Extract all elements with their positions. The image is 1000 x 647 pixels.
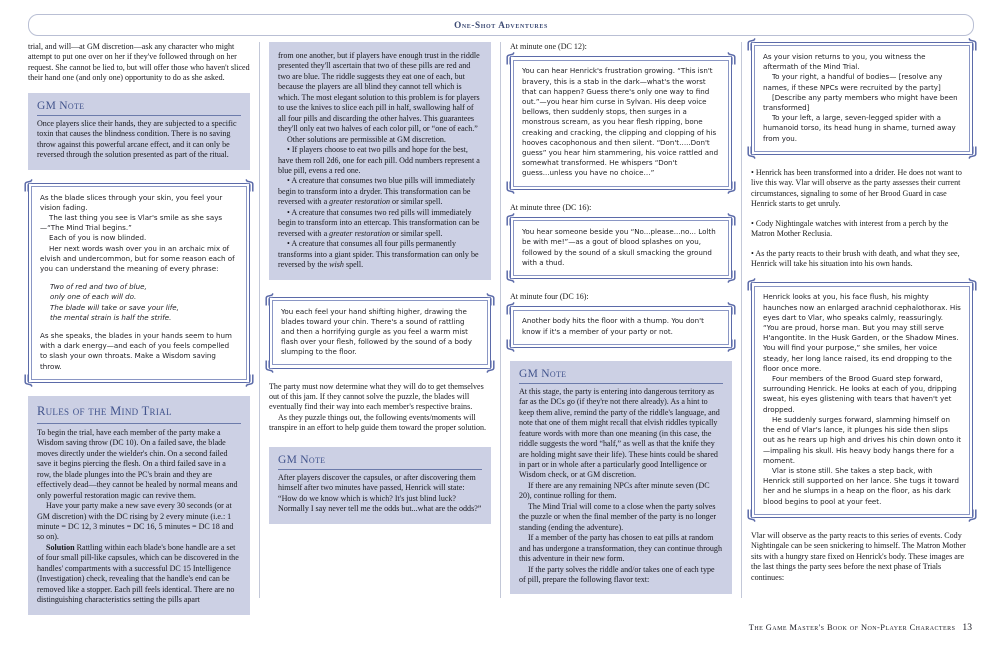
read-aloud-paragraph: To your right, a handful of bodies— [resolve any names, if these NPCs were recruited by the party] [763, 72, 943, 92]
corner-ornament-icon [962, 38, 977, 51]
paragraph: from one another, but if players have enough trust in the riddle presented they'll ascertain that two of these pills are red and two are blue. The riddle suggests they eat one of each, but because the players are all blind they cannot tell which is which. The most elegant solution to this problem is for players to use the knives to slice each pill in half, swallowing half of all four pills and discarding the other halves. This guarantees they'll only eat two halves of each color pill, or “one of each.” [278, 51, 480, 134]
rules-solution-paragraph [37, 543, 241, 606]
read-aloud-paragraph: Henrick looks at you, his face flush, his mighty haunches now an enlarged arachnid cephalothorax. His eyes dart to Vlar, who speaks calmly, reassuringly. “You are proud, horse man. But you may still serve H'angontite. In the Husk Garden, or the Shadow Mines. You will find your purpose,” she smiles, her voice steady, her long lance raised, its end dropping to the floor once more. [763, 292, 961, 373]
read-aloud-paragraph: To your left, a large, seven-legged spider with a humanoid torso, its head hung in shame, turned away from you. [763, 113, 956, 143]
spacer [751, 210, 973, 219]
column-3 [510, 42, 732, 615]
bullet-text: or similar spell. [390, 197, 443, 207]
shaded-continuation-box [269, 42, 491, 280]
corner-ornament-icon [506, 302, 521, 315]
gm-note-paragraph: Once players slice their hands, they are subjected to a specific toxin that causes the blindness condition. There is no saving throw against this powerful arcane effect, and it can only be reversed through the solution presented as part of the ritual. [37, 118, 237, 160]
bullet-text: spell. [343, 260, 364, 270]
paragraph: The party must now determine what they will do to get themselves out of this jam. If they cannot solve the puzzle, the blades will eventually find their way into each member's respective brains. [269, 381, 484, 412]
spacer [269, 434, 491, 447]
read-aloud-paragraph: You hear someone beside you “No...please...no... Lolth be with me!”—as a gout of blood splashes on you, followed by the sound of a skull smacking the ground with a thud. [522, 227, 716, 267]
bullet-text: • A creature that consumes all four pills permanently transforms into a giant spider. This transformation can only be reversed by the [278, 239, 479, 270]
footer-page-number: 13 [962, 622, 972, 633]
bullet-item: • If players choose to eat two pills and hope for the best, have them roll 2d6, one for each pill. Odd numbers represent a blue pill, evens a red one. [278, 145, 480, 175]
spacer [28, 84, 250, 93]
corner-ornament-icon [506, 213, 521, 226]
gm-note-title: GM Note [519, 368, 723, 384]
bullet-item [278, 239, 482, 270]
read-aloud-paragraph: Another body hits the floor with a thump. You don't know if it's a member of your party or not. [522, 316, 704, 336]
corner-ornament-icon [721, 302, 736, 315]
corner-ornament-icon [506, 52, 521, 65]
cue-label-minute-one: At minute one (DC 12): [510, 42, 587, 51]
spell-name: greater restoration [329, 197, 391, 207]
paragraph: Other solutions are permissible at GM discretion. [287, 134, 446, 144]
running-head [28, 14, 974, 36]
spacer [28, 383, 250, 396]
riddle-line: The blade will take or save your life, [50, 302, 179, 312]
gm-note-paragraph: If the party solves the riddle and/or takes one of each type of pill, prepare the following flavor text: [519, 564, 715, 584]
riddle-line: the mental strain is half the strife. [50, 312, 172, 322]
read-aloud-paragraph: Four members of the Brood Guard step forward, surrounding Henrick. He looks at each of you, dripping sweat, his eyes glistening with tears that haven't yet dropped. [763, 374, 957, 414]
closing-paragraph: Vlar will observe as the party reacts to this series of events. Cody Nightingale can be seen snickering to himself. The Matron Mother sits with a hungry stare fixed on Henrick's body. These images are the last things the party sees before the next phase of Trials continues: [751, 530, 966, 582]
solution-label: Solution [46, 542, 75, 552]
spell-name: wish [329, 260, 344, 270]
paragraph: As they puzzle things out, the following events/moments will transpire in an effort to help guide them toward the proper solution. [269, 412, 487, 433]
gm-note-paragraph: The Mind Trial will come to a close when the party solves the puzzle or when the final member of the party is no longer standing (ending the adventure). [519, 501, 717, 532]
bullet-text: • A creature that consumes two blue pills will immediately begin to transform into a dryder. This transformation can be reversed with a [278, 176, 476, 207]
paragraph-continuation: trial, and will—at GM discretion—ask any character who might attempt to put one over on her if they've followed through on her request. She cannot be lied to, but will offer those who haven't sliced their hand one (and only one) opportunity to do as she asked. [28, 42, 250, 83]
page-footer [749, 622, 972, 633]
spacer [751, 518, 973, 531]
rules-section-box [28, 396, 250, 615]
read-aloud-box-minute-one [510, 56, 732, 189]
bullet-text: or similar spell. [390, 228, 443, 238]
riddle-line: only one of each will do. [50, 292, 137, 302]
rules-section-title: Rules of the Mind Trial [37, 404, 241, 424]
corner-ornament-icon [747, 38, 762, 51]
spacer [28, 170, 250, 183]
read-aloud-paragraph: He suddenly surges forward, slamming himself on the end of Vlar's lance, it plunges his side then slips out as he rears up high and drives his chin down onto it—impaling his skull. His heavy body hangs there for a moment. [763, 414, 961, 465]
gm-note-paragraph: If there are any remaining NPCs after minute seven (DC 20), continue rolling for them. [519, 480, 710, 501]
read-aloud-paragraph: As your vision returns to you, you witness the aftermath of the Mind Trial. [763, 52, 926, 72]
spacer [510, 190, 732, 203]
bullet-text: • A creature that consumes two red pills will immediately begin to transform into an ettercap. This transformation can be reversed with a [278, 207, 480, 238]
spacer [510, 348, 732, 361]
column-2 [269, 42, 491, 615]
rules-paragraph: To begin the trial, have each member of the party make a Wisdom saving throw (DC 10). On a failed save, the blade moves directly under the wielder's chin. On a second failed save it begins piercing the flesh. On a third failed save in a row, the blade plunges into the PC's brain and they are effectively dead—they cannot be healed by normal means and only powerful restoration magic can revive them. [37, 427, 238, 500]
gm-note-box-2 [269, 447, 491, 524]
read-aloud-box-henrick-death [751, 282, 973, 517]
running-head-text: One-Shot Adventures [454, 20, 548, 30]
bullet-item [278, 208, 482, 239]
read-aloud-paragraph: You each feel your hand shifting higher, drawing the blades toward your chin. There's a sound of rattling and then a horrifying gurgle as you feel a warm mist flash over your flesh, followed by the sound of a body slumping to the floor. [281, 306, 472, 357]
column-4 [751, 42, 973, 615]
read-aloud-paragraph: Her next words wash over you in an archaic mix of elvish and undercommon, but for some reason each of you can understand the meaning of every phrase: [40, 243, 235, 274]
rules-paragraph: Have your party make a new save every 30 seconds (or at GM discretion) with the DC rising by 2 every minute (i.e.: 1 minute = DC 12, 3 minutes = DC 16, 5 minutes = DC 18 and so on). [37, 501, 234, 542]
read-aloud-paragraph: As the blade slices through your skin, you feel your vision fading. [40, 192, 223, 212]
spacer [751, 269, 973, 282]
gm-note-paragraph: After players discover the capsules, or after discovering them himself after two minutes have passed, Henrick will state: “How do we know which is which? It's just blind luck? Normally I say never tell me the odds but...what are the odds?” [278, 472, 482, 514]
spacer [269, 369, 491, 382]
riddle-line: Two of red and two of blue, [50, 282, 147, 292]
column-1 [28, 42, 250, 615]
gm-note-title: GM Note [37, 100, 241, 116]
read-aloud-box-minute-three [510, 217, 732, 279]
read-aloud-paragraph: The last thing you see is Vlar's smile as she says—“The Mind Trial begins.” [40, 213, 223, 233]
read-aloud-box-minute-four [510, 306, 732, 347]
spell-name: greater restoration [329, 228, 391, 238]
cue-label-minute-four: At minute four (DC 16): [510, 291, 589, 301]
corner-ornament-icon [721, 52, 736, 65]
gm-note-paragraph: At this stage, the party is entering into dangerous territory as far as the DCs go (if they're not there already). As a hint to keep them alive, remind the party of the riddle's language, and note that one of them might recall that elvish riddles typically feature words with more than one meaning (in this case, the riddle suggests the word “half,” as well as that the knife they are holding might save their life). These hints could be shared in part or in whole after a particularly good Intelligence or Wisdom check, or at GM discretion. [519, 386, 720, 480]
bullet-item [278, 176, 482, 207]
read-aloud-box-1 [28, 183, 250, 383]
footer-book-title: The Game Master's Book of Non-Player Characters [748, 623, 956, 632]
columns-container [28, 42, 972, 605]
read-aloud-box-2 [269, 297, 491, 369]
cue-label-minute-three: At minute three (DC 16): [510, 202, 592, 212]
read-aloud-paragraph: Each of you is now blinded. [49, 233, 147, 243]
gm-note-title: GM Note [278, 454, 482, 470]
spacer [751, 155, 973, 168]
read-aloud-paragraph: You can hear Henrick's frustration growing. “This isn't bravery, this is a stab in the dark—what's the worst that can happen? Guess there's only one way to find out.”—you hear him curse in Sylvan. His deep voice bellows, then suddenly stops, then surges in a monstrous scream, as you hear flesh ripping, bone creaking and cracking, the clipping and clopping of his hooves cacophonous and then silent. “Don't…..Don't guess” you hear him stammering, his voice rattled and somewhat transformed. He whispers “Don't guess...unless you have no choice…” [522, 66, 719, 178]
gm-note-box-3 [510, 361, 732, 595]
spacer [510, 279, 732, 292]
corner-ornament-icon [721, 213, 736, 226]
read-aloud-box-aftermath [751, 42, 973, 155]
bullet-item-party-reacts: • As the party reacts to their brush with death, and what they see, Henrick will take his situation into his own hands. [751, 248, 960, 268]
bullet-item-cody: • Cody Nightingale watches with interest from a perch by the Matron Mother Reclusia. [751, 218, 949, 239]
solution-text: Rattling within each blade's bone handle are a set of four small pill-like capsules, which can be discovered in the handles' compartments with a successful DC 15 Intelligence (Investigation) check, revealing that the handle's end can be removed like a stopper. Each pill feels identical. There are no distinguishing characteristics setting the pills apart [37, 542, 239, 605]
bullet-item-henrick: • Henrick has been transformed into a drider. He does not want to live this way. Vlar will observe as the party assesses their current circumstances, signaling to some of her Brood Guard in case Henrick starts to get unruly. [751, 167, 962, 209]
read-aloud-paragraph: [Describe any party members who might have been transformed] [763, 92, 958, 113]
read-aloud-paragraph: Vlar is stone still. She takes a step back, with Henrick still supported on her lance. She tugs it toward her and he slumps in a heap on the floor, as his dark blood begins to pool at your feet. [763, 465, 959, 506]
gm-note-paragraph: If a member of the party has chosen to eat pills at random and has undergone a transformation, they can continue through this adventure in their new form. [519, 533, 722, 564]
gm-note-box-1 [28, 93, 250, 170]
read-aloud-paragraph: As she speaks, the blades in your hands seem to hum with a dark energy—and each of you feels compelled to slash your own throats. Make a Wisdom saving throw. [40, 331, 232, 371]
spacer [751, 240, 973, 249]
